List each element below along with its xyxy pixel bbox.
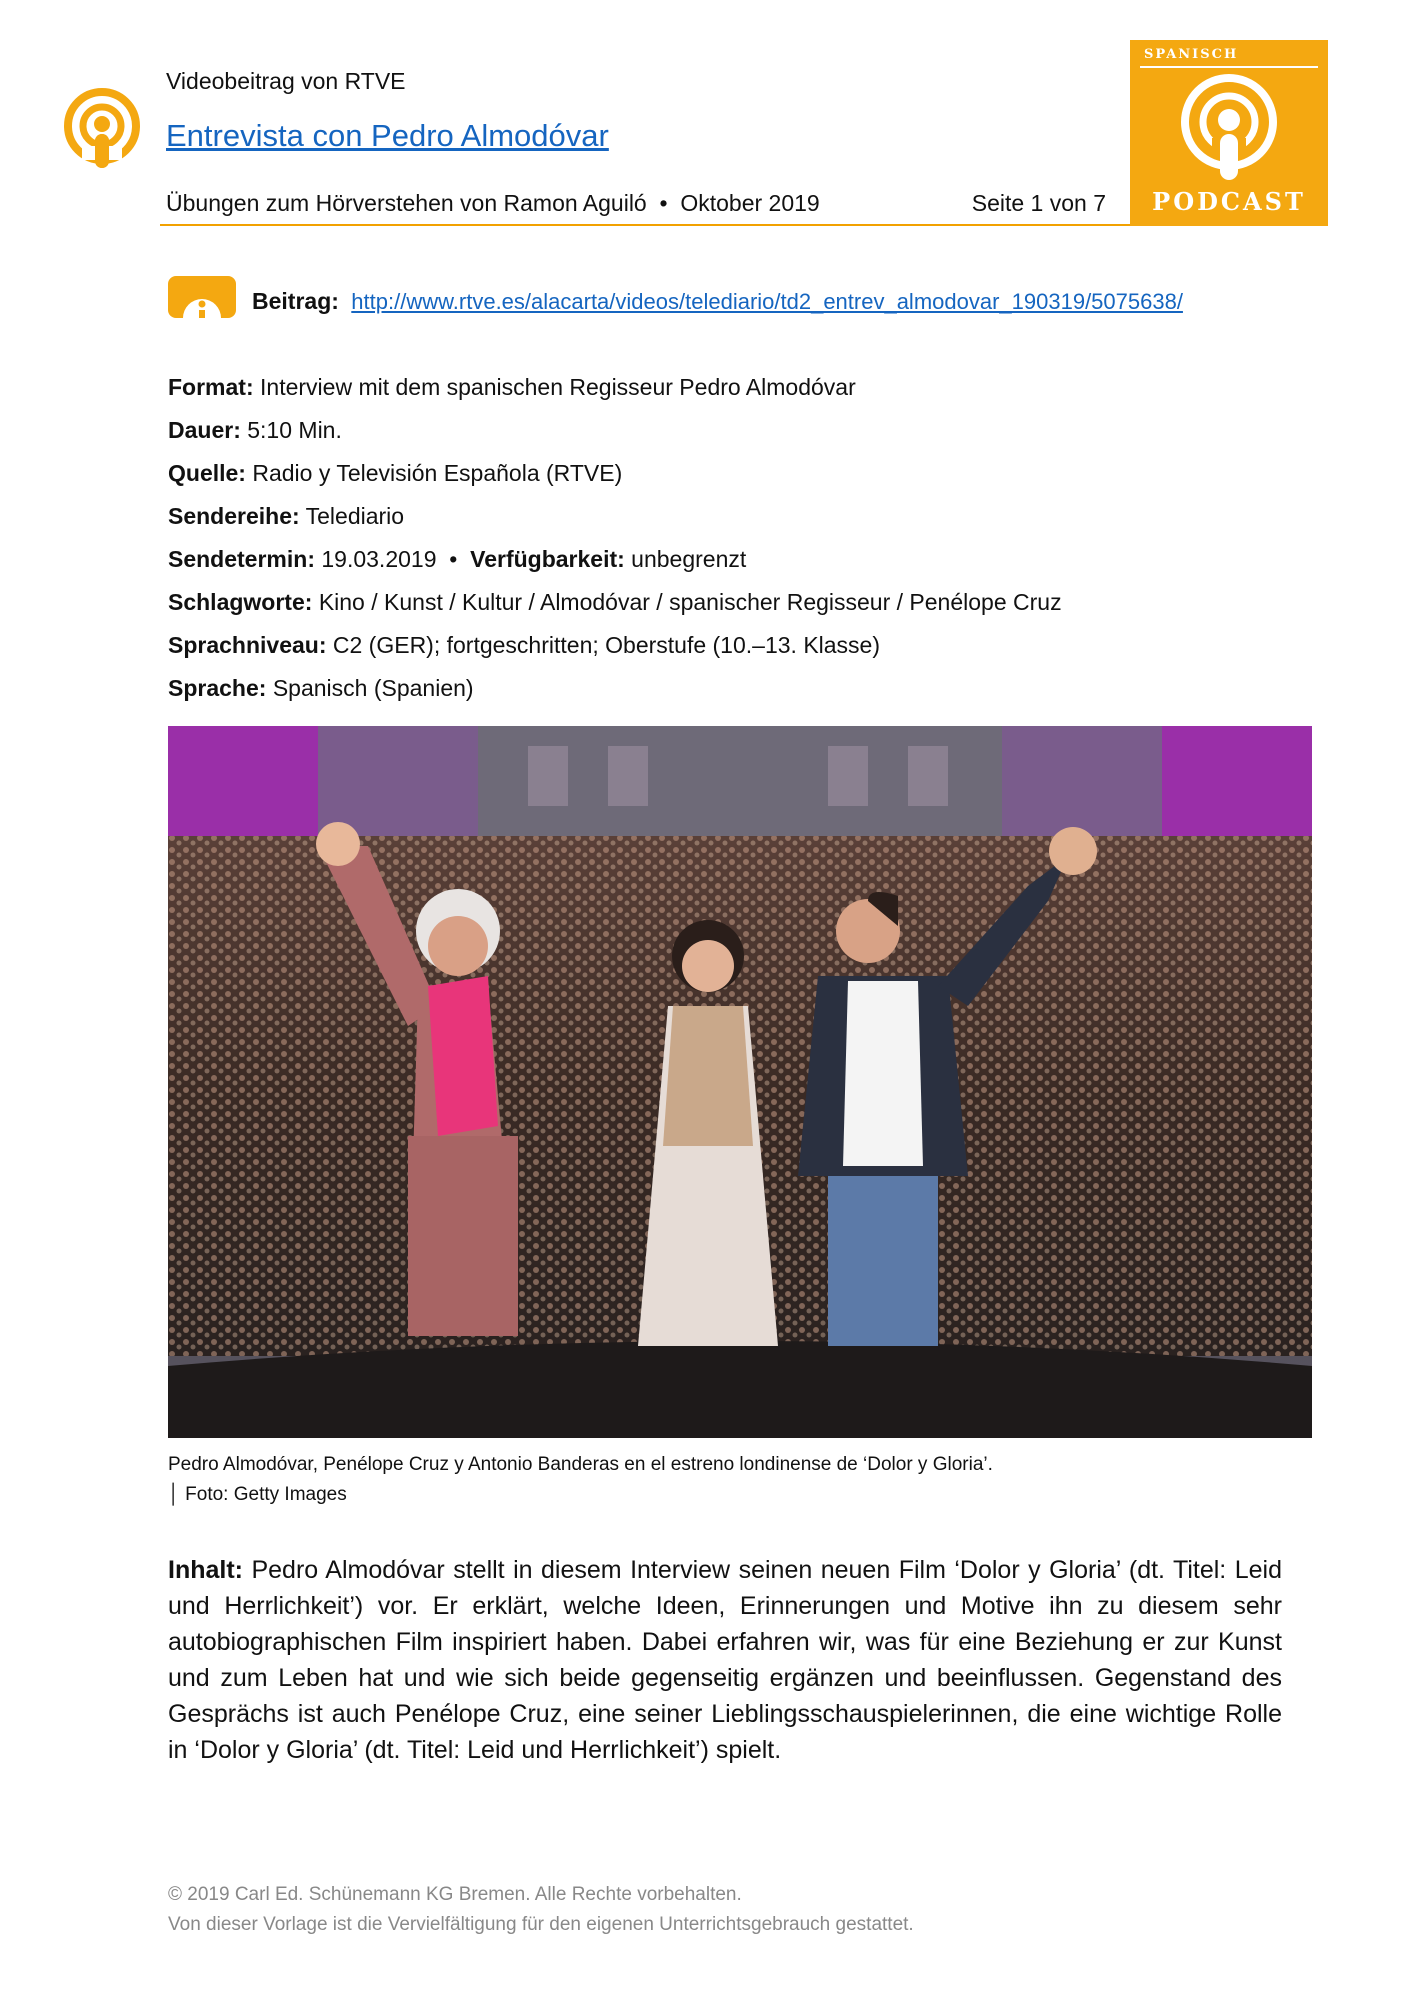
page-title-link[interactable]: Entrevista con Pedro Almodóvar <box>166 118 609 153</box>
beitrag-line <box>252 286 1183 317</box>
beitrag-label: Beitrag: <box>252 288 339 314</box>
meta-label: Quelle: <box>168 460 246 486</box>
meta-dauer <box>168 415 1268 458</box>
meta-value: 5:10 Min. <box>247 417 342 443</box>
meta-label: Format: <box>168 374 254 400</box>
meta-quelle <box>168 458 1268 501</box>
content-text: Pedro Almodóvar stellt in diesem Interview seinen neuen Film ‘Dolor y Gloria’ (dt. Titel: Leid und Herrlichkeit’) vor. Er erklärt, welche Ideen, Erinnerungen und Motive ihn zu diesem sehr autobiographischen Film inspiriert haben. Dabei erfahren wir, was für eine Beziehung er zur Kunst und zum Leben hat und wie sich beide gegenseitig ergänzen und beeinflussen. Gegenstand des Gesprächs ist auch Penélope Cruz, eine seiner Lieblingsschauspielerinnen, die eine wichtige Rolle in ‘Dolor y Gloria’ (dt. Titel: Leid und Herrlichkeit’) spielt. <box>168 1556 1282 1764</box>
photo-caption <box>168 1450 1318 1510</box>
content-paragraph <box>168 1552 1282 1768</box>
meta-value: Kino / Kunst / Kultur / Almodóvar / spanischer Regisseur / Penélope Cruz <box>318 589 1062 615</box>
meta-label: Sendereihe: <box>168 503 300 529</box>
meta-label: Sendetermin: <box>168 546 315 572</box>
meta-format <box>168 372 1268 415</box>
info-icon <box>168 276 236 318</box>
logo-divider <box>1140 66 1318 68</box>
page-number: Seite 1 von 7 <box>971 190 1106 216</box>
content-label: Inhalt: <box>168 1556 243 1584</box>
logo-bottom-label: PODCAST <box>1152 187 1306 216</box>
header-kicker: Videobeitrag von RTVE <box>166 68 406 94</box>
meta-sprachniveau <box>168 630 1268 673</box>
meta-value: Telediario <box>305 503 405 529</box>
meta-value: 19.03.2019 <box>321 546 437 572</box>
meta-list <box>168 372 1268 716</box>
header-subline <box>166 188 1106 218</box>
meta-label: Dauer: <box>168 417 241 443</box>
meta-sendetermin: Sendetermin: 19.03.2019 • Verfügbarkeit: unbegrenzt <box>168 546 747 572</box>
subline-text: Übungen zum Hörverstehen von Ramon Aguiló • Oktober 2019 <box>166 190 820 216</box>
meta-value: Spanisch (Spanien) <box>272 675 474 701</box>
meta-value: unbegrenzt <box>631 546 747 572</box>
logo-top-label: SPANISCH <box>1144 47 1239 62</box>
podcast-icon <box>1178 72 1280 184</box>
premiere-photo <box>168 726 1312 1438</box>
meta-label: Sprache: <box>168 675 267 701</box>
meta-sprache <box>168 673 1268 716</box>
meta-value: C2 (GER); fortgeschritten; Oberstufe (10.–13. Klasse) <box>332 632 881 658</box>
podcast-logo <box>1130 40 1328 226</box>
meta-label: Schlagworte: <box>168 589 313 615</box>
meta-value: Interview mit dem spanischen Regisseur Pedro Almodóvar <box>260 374 856 400</box>
header-rule <box>160 224 1130 226</box>
header <box>166 66 1126 216</box>
beitrag-url-link[interactable]: http://www.rtve.es/alacarta/videos/telediario/td2_entrev_almodovar_190319/5075638/ <box>351 289 1183 314</box>
photo-credit: │ Foto: Getty Images <box>168 1484 347 1505</box>
meta-label: Verfügbarkeit: <box>470 546 625 572</box>
caption-text: Pedro Almodóvar, Penélope Cruz y Antonio Banderas en el estreno londinense de ‘Dolor y Gloria’. <box>168 1454 993 1475</box>
meta-label: Sprachniveau: <box>168 632 327 658</box>
footer-license: Von dieser Vorlage ist die Vervielfältigung für den eigenen Unterrichtsgebrauch gestattet. <box>168 1914 914 1935</box>
meta-sendereihe <box>168 501 1268 544</box>
footer-copyright: © 2019 Carl Ed. Schünemann KG Bremen. Alle Rechte vorbehalten. <box>168 1884 742 1905</box>
meta-value: Radio y Televisión Española (RTVE) <box>252 460 623 486</box>
podcast-icon <box>62 86 142 172</box>
footer <box>168 1880 914 1940</box>
meta-schlagworte <box>168 587 1268 630</box>
